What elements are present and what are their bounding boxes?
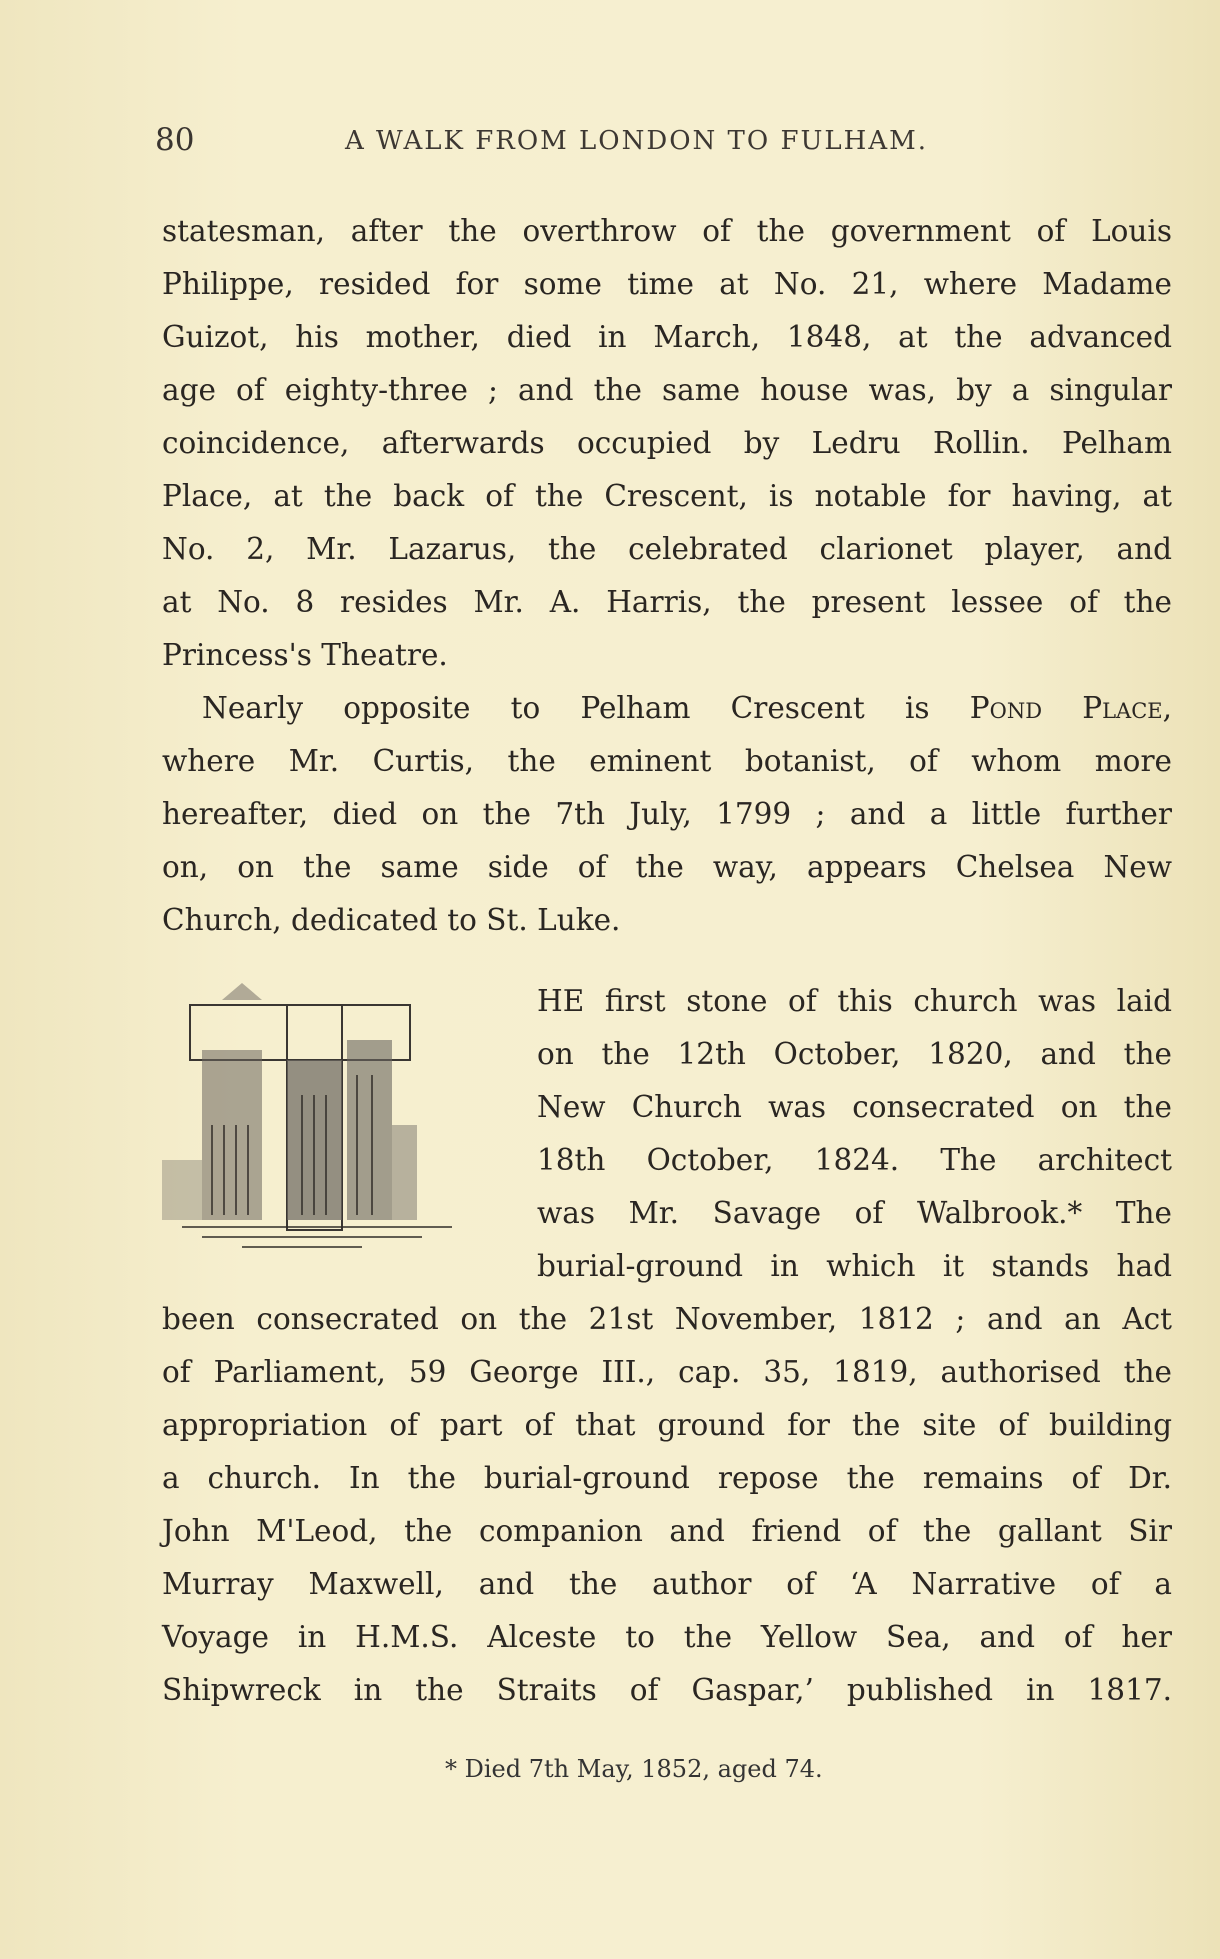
text-line: 18th October, 1824. The architect	[537, 1143, 1172, 1177]
text-fragment: Nearly opposite to Pelham Crescent is	[202, 691, 970, 725]
text-line: of Parliament, 59 George III., cap. 35, 1819, authorised the	[162, 1355, 1172, 1389]
place-name: Pond Place	[969, 691, 1163, 725]
text-line: statesman, after the overthrow of the government of Louis	[162, 214, 1172, 248]
text-line: age of eighty-three ; and the same house was, by a singular	[162, 373, 1172, 407]
text-line: Place, at the back of the Crescent, is notable for having, at	[162, 479, 1172, 513]
text-line: appropriation of part of that ground for the site of building	[162, 1408, 1172, 1442]
text-line: Philippe, resided for some time at No. 21, where Madame	[162, 267, 1172, 301]
text-line: Murray Maxwell, and the author of ‘A Narrative of a	[162, 1567, 1172, 1601]
text-line: John M'Leod, the companion and friend of the gallant Sir	[162, 1514, 1172, 1548]
text-line: HE first stone of this church was laid	[537, 984, 1172, 1018]
text-line: burial-ground in which it stands had	[537, 1249, 1172, 1283]
text-line: coincidence, afterwards occupied by Ledru Rollin. Pelham	[162, 426, 1172, 460]
drop-cap-lines	[537, 975, 1172, 1293]
body-text	[162, 205, 1172, 947]
text-line: Shipwreck in the Straits of Gaspar,’ published in 1817.	[162, 1673, 1172, 1707]
text-line: hereafter, died on the 7th July, 1799 ; and a little further	[162, 797, 1172, 831]
drop-cap-illustration	[162, 975, 482, 1295]
text-line: at No. 8 resides Mr. A. Harris, the present lessee of the	[162, 585, 1172, 619]
page-number: 80	[155, 122, 195, 158]
text-line: New Church was consecrated on the	[537, 1090, 1172, 1124]
footnote: * Died 7th May, 1852, aged 74.	[445, 1755, 823, 1783]
text-line: Voyage in H.M.S. Alceste to the Yellow Sea, and of her	[162, 1620, 1172, 1654]
paragraph-continuation	[162, 1293, 1172, 1717]
text-line: been consecrated on the 21st November, 1812 ; and an Act	[162, 1302, 1172, 1336]
text-line: Church, dedicated to St. Luke.	[162, 903, 621, 937]
page-header	[155, 122, 1065, 172]
text-line: a church. In the burial-ground repose the remains of Dr.	[162, 1461, 1172, 1495]
text-line	[162, 682, 1172, 735]
text-line: was Mr. Savage of Walbrook.* The	[537, 1196, 1172, 1230]
text-line: Guizot, his mother, died in March, 1848, at the advanced	[162, 320, 1172, 354]
text-line: on, on the same side of the way, appears Chelsea New	[162, 850, 1172, 884]
text-line: No. 2, Mr. Lazarus, the celebrated clarionet player, and	[162, 532, 1172, 566]
text-line: where Mr. Curtis, the eminent botanist, of whom more	[162, 744, 1172, 778]
illustrated-drop-cap-t	[162, 975, 482, 1295]
text-line: on the 12th October, 1820, and the	[537, 1037, 1172, 1071]
text-fragment: ,	[1162, 691, 1172, 725]
text-line: Princess's Theatre.	[162, 638, 448, 672]
running-title: A WALK FROM LONDON TO FULHAM.	[345, 126, 929, 156]
